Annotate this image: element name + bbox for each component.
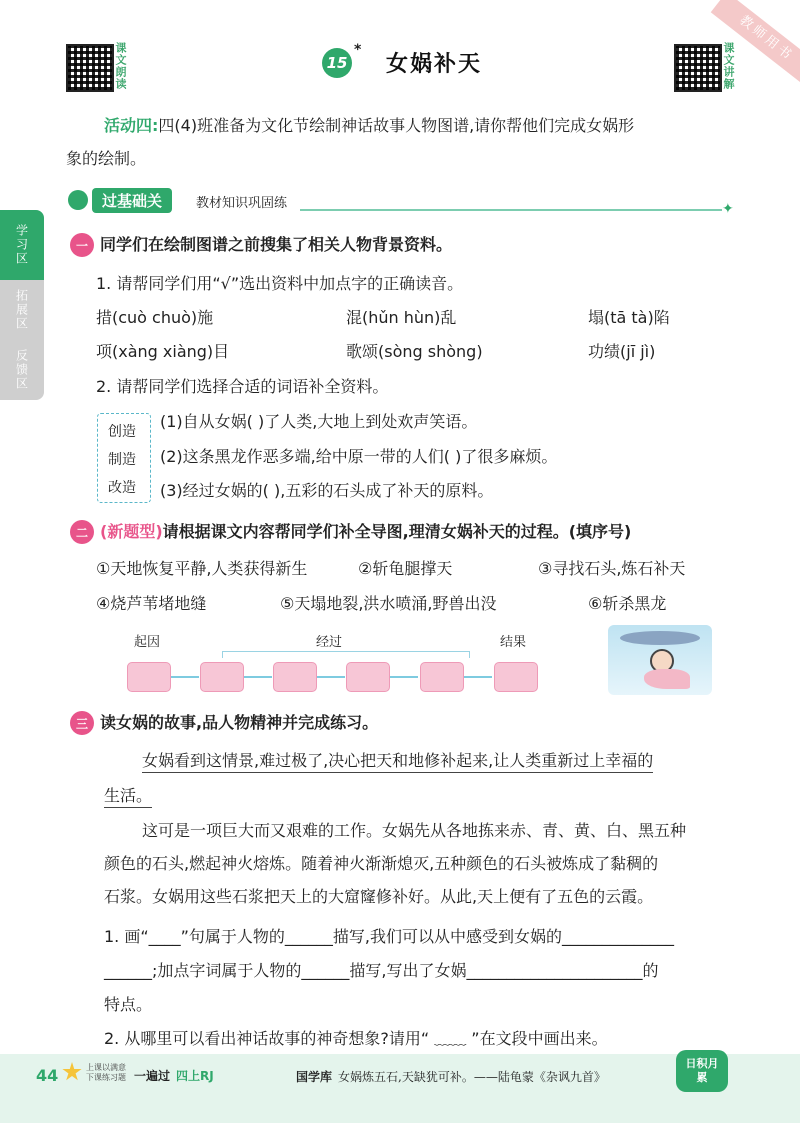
flow-arrow [317,676,345,678]
flow-arrow [244,676,272,678]
part-3-q1-line-2[interactable]: ______;加点字词属于人物的______描写,写出了女娲______________________的 [104,961,659,980]
word-bank-item: 制造 [108,452,136,468]
option-item: ①天地恢复平静,人类获得新生 [96,559,308,578]
part-3-q2[interactable]: 2. 从哪里可以看出神话故事的神奇想象?请用“ ﹏﹏ ”在文段中画出来。 [104,1029,608,1048]
nuwa-robe-icon [644,669,690,689]
cloud-icon [620,631,700,645]
option-item: ⑥斩杀黑龙 [588,594,667,613]
part-1-heading: 同学们在绘制图谱之前搜集了相关人物背景资料。 [100,235,453,254]
pinyin-item[interactable]: 功绩(jī jì) [588,342,656,361]
brand-name: 一遍过 [134,1069,171,1083]
flow-box-process-1[interactable] [200,662,244,692]
pinyin-item[interactable]: 措(cuò chuò)施 [96,308,214,327]
option-item: ⑤天塌地裂,洪水喷涌,野兽出没 [280,594,497,613]
lesson-number: 15 [322,48,352,78]
activity-label: 活动四: [104,116,159,135]
word-bank-list [108,418,136,502]
fill-item[interactable]: (3)经过女娲的( ),五彩的石头成了补天的原料。 [160,481,494,500]
option-item: ④烧芦苇堵地缝 [96,594,207,613]
option-item: ③寻找石头,炼石补天 [538,559,686,578]
fill-item[interactable]: (1)自从女娲( )了人类,大地上到处欢声笑语。 [160,412,478,431]
quote-text: 女娲炼五石,天缺犹可补。——陆龟蒙《杂讽九首》 [338,1070,606,1084]
star-icon: ✦ [722,201,734,217]
pinyin-item[interactable]: 混(hǔn hùn)乱 [346,308,457,327]
fill-item[interactable]: (2)这条黑龙作恶多端,给中原一带的人们( )了很多麻烦。 [160,447,558,466]
new-question-tag: (新题型) [100,522,163,541]
qr-right-label: 课文讲解 [722,42,735,90]
pinyin-item[interactable]: 项(xàng xiàng)目 [96,342,230,361]
part-3-q1-line-3: 特点。 [104,995,153,1014]
pinyin-item[interactable]: 歌颂(sòng shòng) [346,342,483,361]
edition-label: 四上RJ [176,1069,214,1083]
side-tab-feedback[interactable]: 反馈区 [0,340,44,400]
side-tab-extend[interactable]: 拓展区 [0,280,44,340]
part-1-q1: 1. 请帮同学们用“√”选出资料中加点字的正确读音。 [96,274,464,293]
qr-code-left[interactable] [66,44,114,92]
passage-line: 生活。 [104,785,152,808]
section-banner-label: 过基础关 [92,188,172,213]
nuwa-illustration [608,625,712,695]
quote-label: 国学库 [296,1070,333,1084]
activity-line-1: 活动四:四(4)班准备为文化节绘制神话故事人物图谱,请你帮他们完成女娲形 [104,116,635,135]
flow-label-result: 结果 [500,635,527,650]
flow-box-process-2[interactable] [273,662,317,692]
part-1-badge: 一 [70,233,94,257]
flow-arrow [390,676,418,678]
flow-box-result[interactable] [494,662,538,692]
part-2-badge: 二 [70,520,94,544]
word-bank-item: 改造 [108,480,136,496]
side-tab-study[interactable]: 学习区 [0,210,44,280]
flow-arrow [464,676,492,678]
leaf-icon [68,190,88,210]
part-3-heading: 读女娲的故事,品人物精神并完成练习。 [100,713,379,732]
pinyin-item[interactable]: 塌(tā tà)陷 [588,308,670,327]
flow-arrow [171,676,199,678]
passage-line: 颜色的石头,燃起神火熔炼。随着神火渐渐熄灭,五种颜色的石头被炼成了黏稠的 [104,854,659,873]
flow-label-cause: 起因 [134,635,161,650]
qr-left-label: 课文朗读 [114,42,127,90]
flow-box-process-4[interactable] [420,662,464,692]
word-bank-item: 创造 [108,424,136,440]
part-3-q1-line-1[interactable]: 1. 画“____”句属于人物的______描写,我们可以从中感受到女娲的______________ [104,927,675,946]
flow-box-cause[interactable] [127,662,171,692]
lesson-star: * [354,42,362,58]
corner-ribbon: 教师用书 [711,0,800,86]
flow-box-process-3[interactable] [346,662,390,692]
passage-line: 石浆。女娲用这些石浆把天上的大窟窿修补好。从此,天上便有了五色的云霞。 [104,887,654,906]
section-banner-subtitle: 教材知识巩固练 [196,196,288,211]
qr-code-right[interactable] [674,44,722,92]
activity-line-2: 象的绘制。 [66,149,147,168]
daily-stamp: 日积月累 [676,1050,728,1092]
section-divider [300,209,722,211]
part-2-heading-line: (新题型)请根据课文内容帮同学们补全导图,理清女娲补天的过程。(填序号) [100,522,632,541]
part-3-badge: 三 [70,711,94,735]
option-item: ②斩龟腿撑天 [358,559,453,578]
brand-slogan: 上课以满意 下课练习题 [86,1063,126,1082]
part-1-q2: 2. 请帮同学们选择合适的词语补全资料。 [96,377,389,396]
flow-label-process: 经过 [316,635,343,650]
page-number: 44 [36,1066,59,1085]
passage-line: 这可是一项巨大而又艰难的工作。女娲先从各地拣来赤、青、黄、白、黑五种 [142,821,687,840]
page-title: 女娲补天 [386,52,483,77]
process-bracket [222,651,470,658]
passage-line: 女娲看到这情景,难过极了,决心把天和地修补起来,让人类重新过上幸福的 [142,750,653,773]
